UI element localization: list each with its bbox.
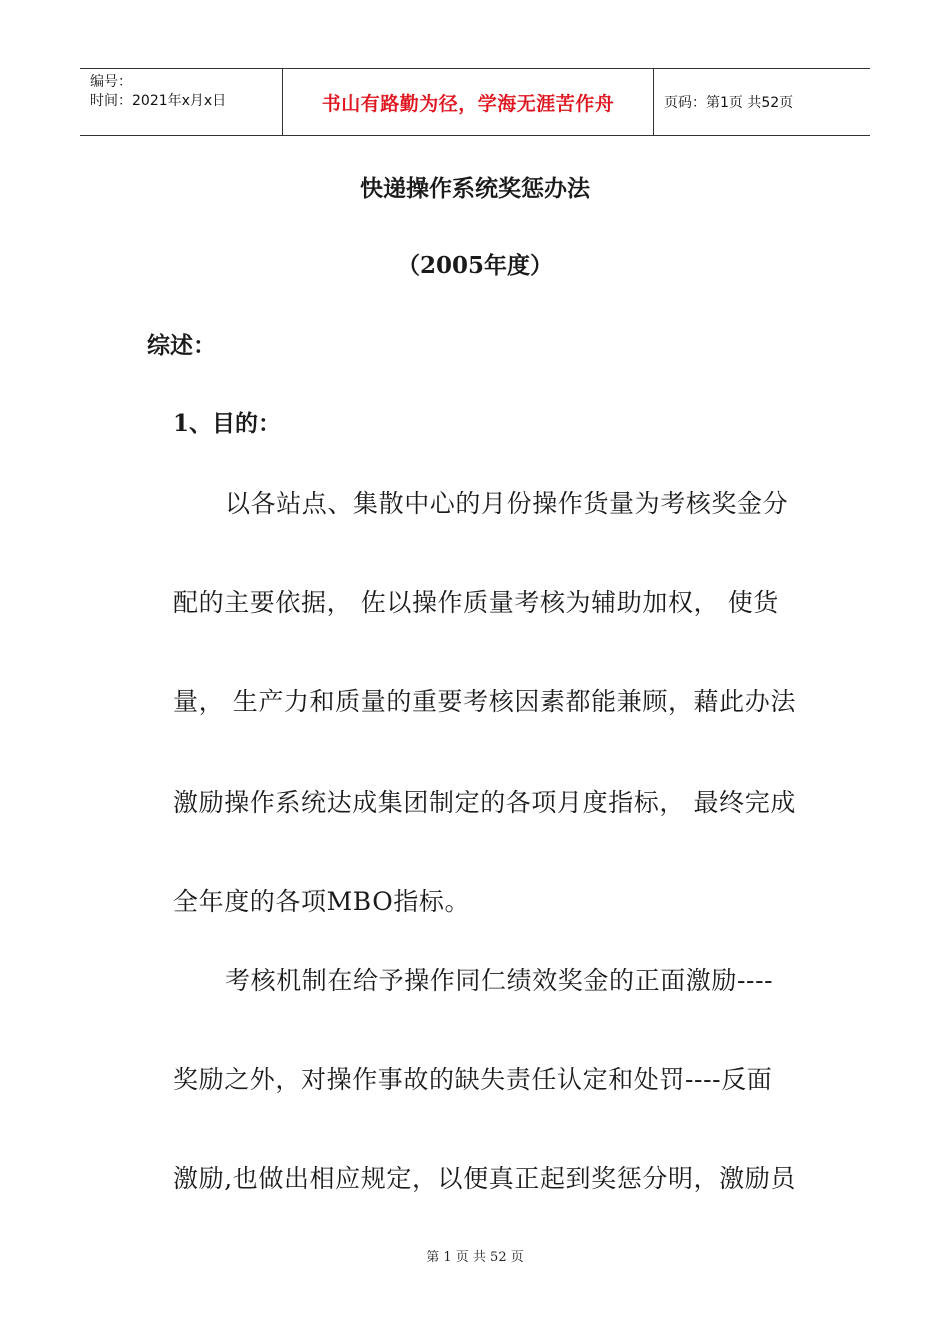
time-label: 时间：2021年x月x日 xyxy=(90,93,227,109)
document-title: 快递操作系统奖惩办法 xyxy=(360,175,590,202)
motto: 书山有路勤为径，学海无涯苦作舟 xyxy=(282,69,654,135)
header-meta xyxy=(80,69,282,135)
body-line-1: 以各站点、集散中心的月份操作货量为考核奖金分 xyxy=(225,489,789,518)
body-line-8: 激励,也做出相应规定，以便真正起到奖惩分明，激励员 xyxy=(173,1164,796,1193)
page-footer: 第 1 页 共 52 页 xyxy=(426,1250,524,1265)
page-info: 页码：第1页 共52页 xyxy=(664,95,794,111)
subsection-heading: 1、目的： xyxy=(173,410,282,437)
document-year: （2005年度） xyxy=(396,252,553,279)
section-heading: 综述： xyxy=(147,332,216,359)
document-header xyxy=(80,68,870,136)
body-line-5: 全年度的各项MBO指标。 xyxy=(173,887,471,916)
body-line-2: 配的主要依据， 佐以操作质量考核为辅助加权， 使货 xyxy=(173,588,779,617)
body-line-4: 激励操作系统达成集团制定的各项月度指标， 最终完成 xyxy=(173,788,796,817)
body-line-7: 奖励之外，对操作事故的缺失责任认定和处罚----反面 xyxy=(173,1065,773,1094)
number-label: 编号： xyxy=(90,74,132,90)
body-line-3: 量， 生产力和质量的重要考核因素都能兼顾，藉此办法 xyxy=(173,687,796,716)
body-line-6: 考核机制在给予操作同仁绩效奖金的正面激励---- xyxy=(225,966,774,995)
